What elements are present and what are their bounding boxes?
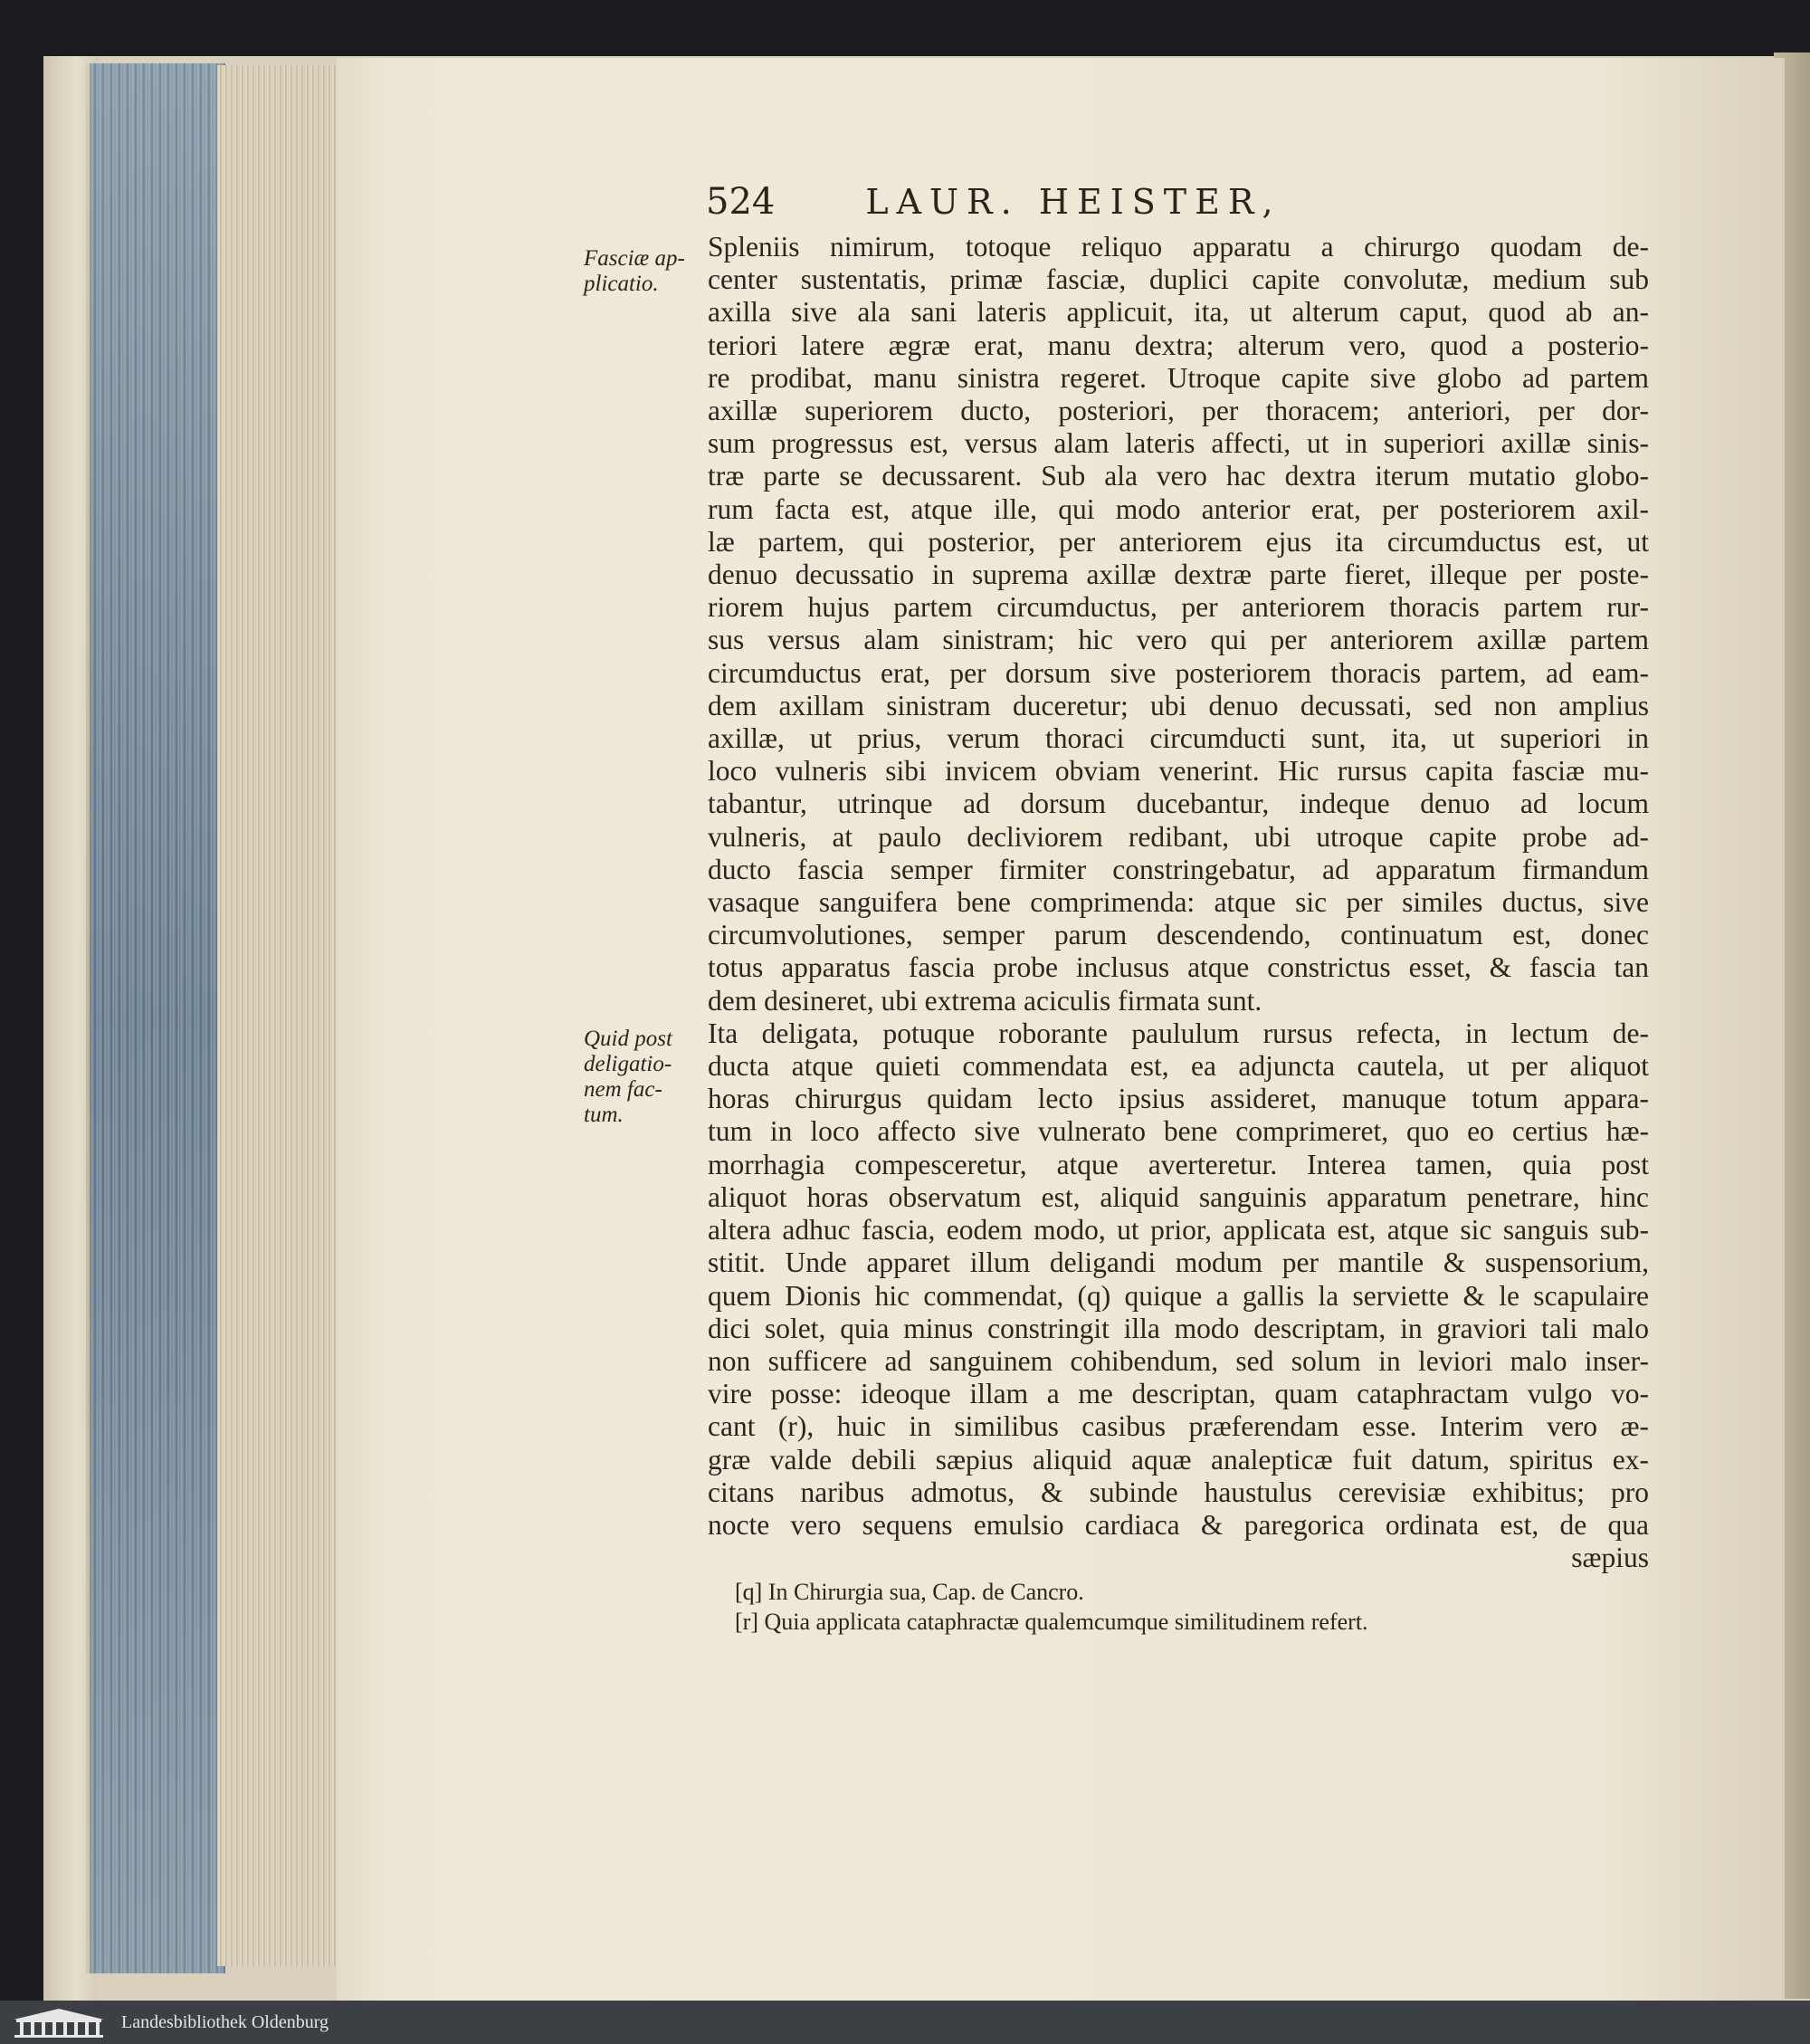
text-line: vire posse: ideoque illam a me descriptan, quam cataphractam vulgo vo-	[708, 1378, 1649, 1410]
text-line: græ valde debili sæpius aliquid aquæ analepticæ fuit datum, spiritus ex-	[708, 1443, 1649, 1476]
text-line: sus versus alam sinistram; hic vero qui per anteriorem axillæ partem	[708, 624, 1649, 656]
text-line: Spleniis nimirum, totoque reliquo apparatu a chirurgo quodam de-	[708, 231, 1649, 263]
text-line: ducta atque quieti commendata est, ea adjuncta cautela, ut per aliquot	[708, 1050, 1649, 1083]
running-head: LAUR. HEISTER,	[865, 182, 1281, 222]
text-line: quem Dionis hic commendat, (q) quique a gallis la serviette & le scapulaire	[708, 1279, 1649, 1312]
text-line: loco vulneris sibi invicem obviam venerint. Hic rursus capita fasciæ mu-	[708, 755, 1649, 788]
text-line: sæpius	[1571, 1542, 1649, 1574]
text-line: dem desineret, ubi extrema aciculis firmata sunt.	[708, 984, 1262, 1017]
text-line: totus apparatus fascia probe inclusus atque constrictus esset, & fascia tan	[708, 951, 1649, 984]
text-line: stitit. Unde apparet illum deligandi modum per mantile & suspensorium,	[708, 1246, 1649, 1279]
footer-bar	[0, 2001, 1810, 2044]
text-line: tum in loco affecto sive vulnerato bene comprimeret, quo eo certius hæ-	[708, 1115, 1649, 1148]
text-line: sum progressus est, versus alam lateris affecti, ut in superiori axillæ sinis-	[708, 427, 1649, 460]
text-line: læ partem, qui posterior, per anteriorem ejus ita circumductus est, ut	[708, 525, 1649, 558]
text-line: vulneris, at paulo decliviorem redibant, ubi utroque capite probe ad-	[708, 820, 1649, 853]
footnotes	[735, 1577, 1640, 1637]
text-line: cant (r), huic in similibus casibus præferendam esse. Interim vero æ-	[708, 1410, 1649, 1443]
text-line: morrhagia compesceretur, atque averteretur. Interea tamen, quia post	[708, 1148, 1649, 1180]
text-line: nocte vero sequens emulsio cardiaca & paregorica ordinata est, de qua	[708, 1508, 1649, 1541]
page-block-shading	[86, 63, 222, 1973]
text-line: tabantur, utrinque ad dorsum ducebantur, indeque denuo ad locum	[708, 788, 1649, 820]
text-line: re prodibat, manu sinistra regeret. Utroque capite sive globo ad partem	[708, 361, 1649, 394]
library-building-icon	[9, 2007, 109, 2038]
text-line: vasaque sanguifera bene comprimenda: atque sic per similes ductus, sive	[708, 886, 1649, 919]
text-line: axillæ, ut prius, verum thoraci circumducti sunt, ita, ut superiori in	[708, 722, 1649, 755]
text-line: circumductus erat, per dorsum sive posteriorem thoracis partem, ad eam-	[708, 656, 1649, 689]
text-line: non sufficere ad sanguinem cohibendum, sed solum in leviori malo inser-	[708, 1344, 1649, 1377]
page-stack-edges	[217, 65, 339, 1966]
text-line: rum facta est, atque ille, qui modo anterior erat, per posteriorem axil-	[708, 492, 1649, 525]
text-line: citans naribus admotus, & subinde haustulus cerevisiæ exhibitus; pro	[708, 1476, 1649, 1508]
page-number: 524	[706, 181, 776, 223]
text-line: altera adhuc fascia, eodem modo, ut prior, applicata est, atque sic sanguis sub-	[708, 1214, 1649, 1246]
text-line: riorem hujus partem circumductus, per anteriorem thoracis partem rur-	[708, 591, 1649, 624]
text-line: axillæ superiorem ducto, posteriori, per thoracem; anteriori, per dor-	[708, 395, 1649, 427]
text-line: teriori latere ægræ erat, manu dextra; alterum vero, quod a posterio-	[708, 329, 1649, 361]
page-header	[706, 181, 1665, 223]
text-line: axilla sive ala sani lateris applicuit, ita, ut alterum caput, quod ab an-	[708, 296, 1649, 329]
text-line: dem axillam sinistram duceretur; ubi denuo decussati, sed non amplius	[708, 689, 1649, 721]
margin-note-quid-post: Quid post deligatio-nem fac-tum.	[584, 1027, 672, 1127]
library-name: Landesbibliothek Oldenburg	[121, 2011, 329, 2032]
footnote-q: [q] In Chirurgia sua, Cap. de Cancro.	[735, 1579, 1084, 1605]
text-line: træ parte se decussarent. Sub ala vero hac dextra iterum mutatio globo-	[708, 460, 1649, 492]
text-line: denuo decussatio in suprema axillæ dextræ parte fieret, illeque per poste-	[708, 559, 1649, 591]
text-line: horas chirurgus quidam lecto ipsius assideret, manuque totum appara-	[708, 1083, 1649, 1115]
body-text	[708, 231, 1649, 1574]
text-line: ducto fascia semper firmiter constringebatur, ad apparatum firmandum	[708, 853, 1649, 885]
margin-note-fasciae: Fasciæ ap-plicatio.	[584, 246, 685, 296]
text-line: center sustentatis, primæ fasciæ, duplici capite convolutæ, medium sub	[708, 263, 1649, 296]
footnote-r: [r] Quia applicata cataphractæ qualemcumque similitudinem refert.	[735, 1609, 1368, 1635]
text-line: circumvolutiones, semper parum descendendo, continuatum est, donec	[708, 919, 1649, 951]
text-line: aliquot horas observatum est, aliquid sanguinis apparatum penetrare, hinc	[708, 1180, 1649, 1213]
text-line: dici solet, quia minus constringit illa modo descriptam, in graviori tali malo	[708, 1312, 1649, 1344]
text-line: Ita deligata, potuque roborante paululum rursus refecta, in lectum de-	[708, 1017, 1649, 1049]
